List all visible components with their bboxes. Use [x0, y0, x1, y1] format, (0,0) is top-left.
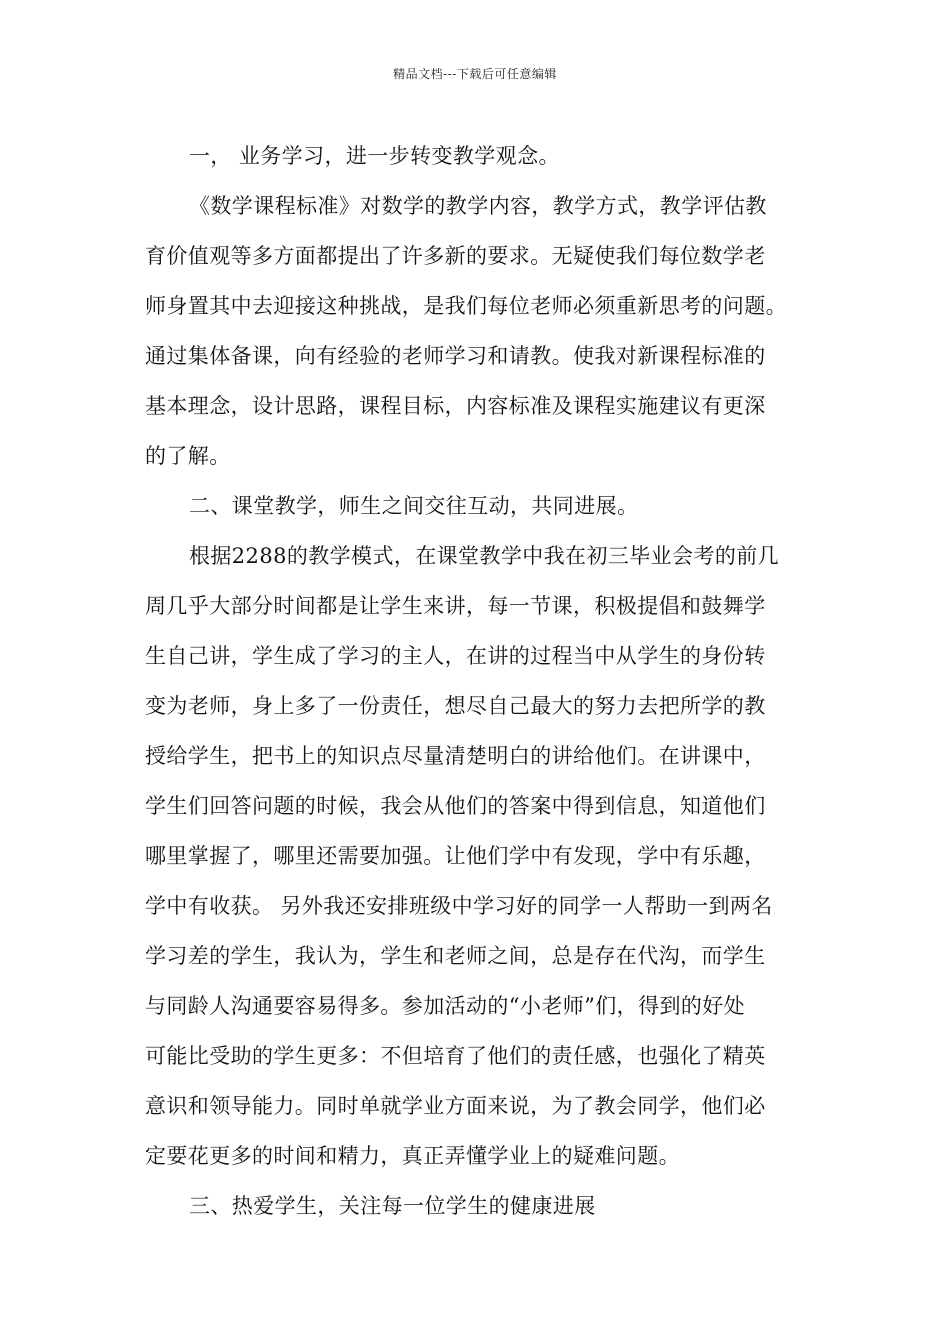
paragraph-line: 的了解。	[145, 444, 231, 468]
paragraph-line: 哪里掌握了，哪里还需要加强。让他们学中有发现，学中有乐趣，	[145, 844, 766, 868]
paragraph-line: 可能比受助的学生更多：不但培育了他们的责任感，也强化了精英	[145, 1044, 766, 1068]
paragraph-line: 变为老师，身上多了一份责任，想尽自己最大的努力去把所学的教	[145, 694, 766, 718]
paragraph-line: 意识和领导能力。同时单就学业方面来说，为了教会同学，他们必	[145, 1094, 766, 1118]
paragraph-line: 通过集体备课，向有经验的老师学习和请教。使我对新课程标准的	[145, 344, 766, 368]
paragraph-line: 学中有收获。 另外我还安排班级中学习好的同学一人帮助一到两名	[145, 894, 773, 918]
paragraph-line: 育价值观等多方面都提出了许多新的要求。无疑使我们每位数学老	[145, 244, 766, 268]
section-heading-2: 二、课堂教学，师生之间交往互动，共同进展。	[189, 494, 639, 518]
paragraph-line: 定要花更多的时间和精力，真正弄懂学业上的疑难问题。	[145, 1144, 680, 1168]
page-header: 精品文档---下载后可任意编辑	[393, 67, 557, 81]
paragraph-line: 学习差的学生，我认为，学生和老师之间，总是存在代沟，而学生	[145, 944, 766, 968]
paragraph-line: 师身置其中去迎接这种挑战，是我们每位老师必须重新思考的问题。	[145, 294, 787, 318]
paragraph-line: 《数学课程标准》对数学的教学内容，教学方式，教学评估教	[189, 194, 767, 218]
paragraph-line: 与同龄人沟通要容易得多。参加活动的“小老师”们，得到的好处	[145, 994, 746, 1018]
paragraph-line: 学生们回答问题的时候，我会从他们的答案中得到信息，知道他们	[145, 794, 766, 818]
paragraph-line: 基本理念，设计思路，课程目标，内容标准及课程实施建议有更深	[145, 394, 766, 418]
paragraph-line: 根据2288的教学模式，在课堂教学中我在初三毕业会考的前几	[189, 544, 780, 568]
section-heading-1: 一， 业务学习，进一步转变教学观念。	[189, 144, 560, 168]
paragraph-line: 授给学生，把书上的知识点尽量清楚明白的讲给他们。在讲课中，	[145, 744, 766, 768]
section-heading-3: 三、热爱学生，关注每一位学生的健康进展	[189, 1194, 596, 1218]
paragraph-line: 周几乎大部分时间都是让学生来讲，每一节课，积极提倡和鼓舞学	[145, 594, 766, 618]
paragraph-line: 生自己讲，学生成了学习的主人，在讲的过程当中从学生的身份转	[145, 644, 766, 668]
document-body	[145, 131, 815, 1231]
